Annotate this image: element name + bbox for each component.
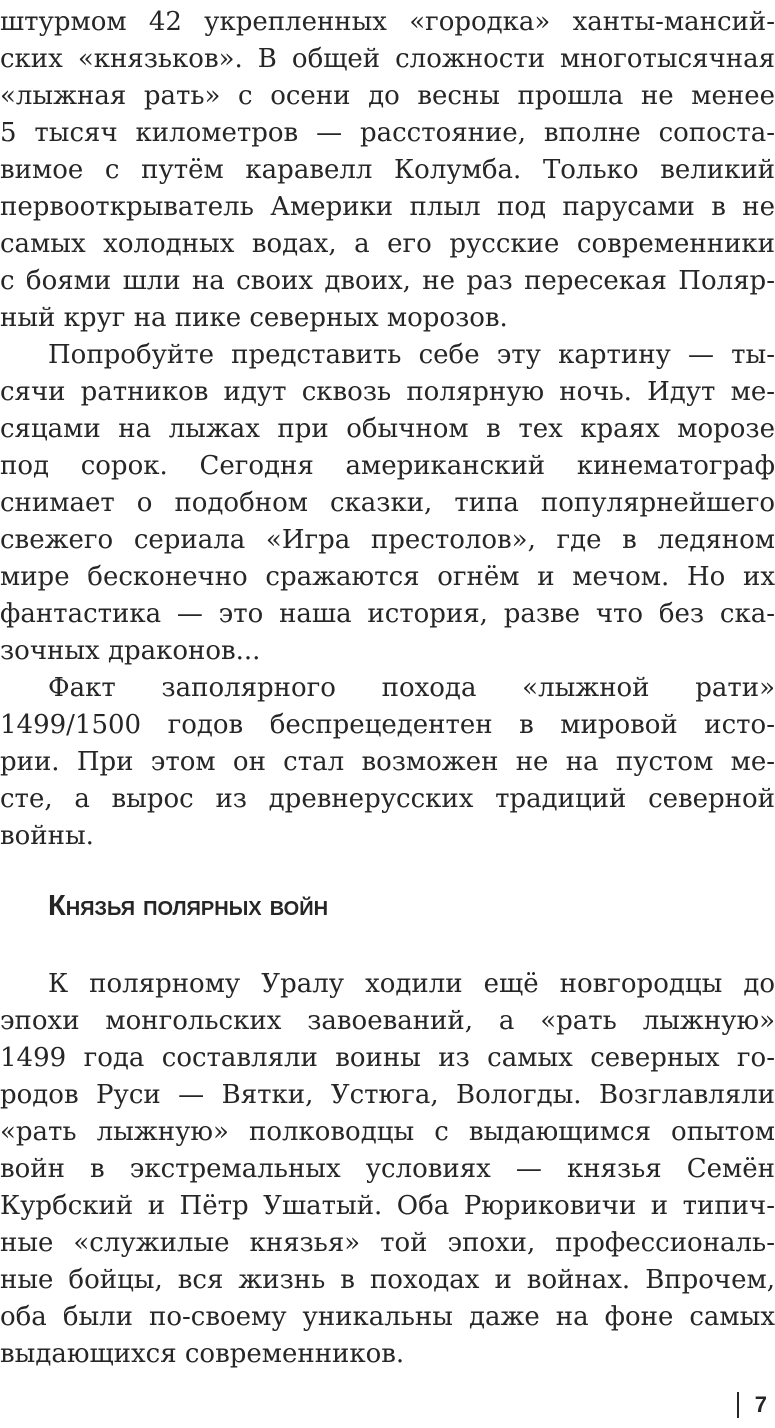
text-line: родов Руси — Вятки, Устюга, Вологды. Возглавляли [0,1080,775,1110]
text-line: войны. [0,821,94,851]
text-line: с боями шли на своих двоих, не раз пересекая Поляр- [0,266,775,296]
text-line: штурмом 42 укрепленных «городка» ханты-мансий- [0,7,775,37]
text-line: снимает о подобном сказки, типа популярнейшего [0,488,775,518]
paragraph-2 [0,337,775,670]
text-line: мире бесконечно сражаются огнём и мечом. Но их [0,562,775,592]
text-line: Факт заполярного похода «лыжной рати» [48,673,775,703]
text-line: эпохи монгольских завоеваний, а «рать лыжную» [0,1006,775,1036]
text-line: Попробуйте представить себе эту картину — ты- [48,340,775,370]
text-line: вимое с путём каравелл Колумба. Только великий [0,155,775,185]
text-line: выдающихся современников. [0,1339,405,1369]
text-line: сте, а вырос из древнерусских традиций северной [0,784,775,814]
text-line: 1499/1500 годов беспрецедентен в мировой исто- [0,710,775,740]
text-line: «рать лыжную» полководцы с выдающимся опытом [0,1117,775,1147]
text-line: под сорок. Сегодня американский кинематограф [0,451,775,481]
text-line: свежего сериала «Игра престолов», где в ледяном [0,525,775,555]
text-line: ских «князьков». В общей сложности многотысячная [0,44,775,74]
paragraph-1 [0,4,775,337]
section-paragraph-1 [0,966,775,1373]
text-line: первооткрыватель Америки плыл под парусами в не [0,192,775,222]
text-line: Курбский и Пётр Ушатый. Оба Рюриковичи и типич- [0,1191,775,1221]
text-line: рии. При этом он стал возможен не на пустом ме- [0,747,775,777]
text-line: «лыжная рать» с осени до весны прошла не менее [0,81,775,111]
text-line: 5 тысяч километров — расстояние, вполне сопоста- [0,118,775,148]
page-footer [737,1392,767,1418]
text-line: сяцами на лыжах при обычном в тех краях морозе [0,414,775,444]
text-line: ный круг на пике северных морозов. [0,303,508,333]
text-line: фантастика — это наша история, разве что без ска- [0,599,775,629]
footer-divider [737,1392,739,1418]
page-number: 7 [754,1392,767,1417]
section-heading: Князья полярных войн [48,890,329,922]
text-line: ные «служилые князья» той эпохи, профессиональ- [0,1228,775,1258]
paragraph-3 [0,670,775,855]
text-line: оба были по-своему уникальны даже на фоне самых [0,1302,775,1332]
text-line: К полярному Уралу ходили ещё новгородцы до [48,969,775,999]
text-line: самых холодных водах, а его русские современники [0,229,775,259]
text-line: зочных драконов... [0,636,261,666]
text-line: войн в экстремальных условиях — князья Семён [0,1154,775,1184]
text-line: 1499 года составляли воины из самых северных го- [0,1043,775,1073]
text-line: сячи ратников идут сквозь полярную ночь. Идут ме- [0,377,775,407]
text-line: ные бойцы, вся жизнь в походах и войнах. Впрочем, [0,1265,775,1295]
